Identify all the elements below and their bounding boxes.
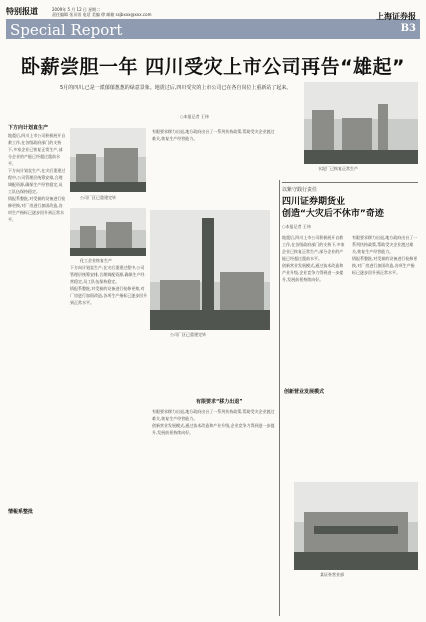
photo-caption-center-top: 公司厂区已重建完毕 [80, 195, 116, 200]
section-tag: 特别报道 [6, 7, 38, 16]
side-paragraph: 创新营业发展模式,通过技术改造和产业升级,企业竞争力得到进一步提升,发展前景持续向好。 [282, 263, 344, 282]
main-headline: 卧薪尝胆一年 四川受灾上市公司再告“雄起” [20, 56, 406, 78]
section-banner-title: Special Report [10, 21, 123, 39]
issue-date: 2009年 5 月 12 日 星期二 [52, 7, 101, 12]
side-kicker: 以紫守践行责任 [282, 187, 318, 193]
text-column-2 [70, 264, 148, 616]
issue-editors: 责任编辑 张贝男 电话 美编 徐 邮箱 ssjbxxx@xxx.com [52, 12, 152, 17]
side-byline: ○本报记者 王炜 [282, 224, 311, 229]
photo-top-right [304, 82, 418, 164]
body-paragraph: 下方向计划直生产,在灾后重建过程中,公司管理层统筹安排,合理调配资源,确保生产经营稳定,员工队伍保持稳定。 [8, 168, 66, 194]
side-paragraph: 情报系整批,对受损的设备进行检修更换,对厂房进行加固改造,各项生产指标已逐步回升到正常水平。 [352, 256, 418, 275]
subhead-4: 创新营业发展模式 [284, 389, 325, 395]
page-header [6, 4, 420, 44]
photo-center-left [70, 208, 146, 256]
photo-caption-top-right: 水泥厂已恢复正常生产 [318, 166, 358, 171]
text-column-4 [152, 408, 278, 616]
text-column-1 [8, 132, 66, 616]
article-standfirst: 5月的四川,已是一派郁郁葱葱的绿意景象。地震过后,四川受灾的上市公司已在各自岗位上重新站了起来。 [60, 85, 292, 91]
side-paragraph: 地震后,四川上市公司积极展开自救工作,在各级政府部门的支持下,多家企业已恢复正常生产,部分企业的产能已经超过震前水平。 [282, 235, 345, 261]
side-column-1 [282, 234, 346, 478]
body-paragraph: 有限要求移力出退,地方政府出台了一系列扶持政策,帮助受灾企业渡过难关,恢复生产经营能力。 [152, 129, 275, 141]
side-paragraph: 有限要求移力出退,地方政府出台了一系列扶持政策,帮助受灾企业渡过难关,恢复生产经营能力。 [352, 235, 418, 254]
body-paragraph: 情报系整批,对受损的设备进行检修更换,对厂房进行加固改造,各项生产指标已逐步回升到正常水平。 [8, 196, 66, 222]
subhead-1: 下方向计划直生产 [8, 125, 49, 131]
photo-caption-chimney: 公司厂区已重建完毕 [170, 332, 206, 337]
column-rule [279, 180, 280, 616]
side-column-2 [352, 234, 418, 478]
side-headline-line-1: 四川证券期货业 [282, 197, 346, 207]
page-number: B3 [400, 23, 416, 34]
subhead-2: 情報系整批 [8, 509, 34, 515]
body-paragraph: 创新营业发展模式,通过技术改造和产业升级,企业竞争力得到进一步提升,发展前景持续向好。 [152, 423, 275, 435]
body-paragraph: 下方向计划直生产,在灾后重建过程中,公司管理层统筹安排,合理调配资源,确保生产经营稳定,员工队伍保持稳定。 [70, 265, 145, 284]
body-paragraph: 情报系整批,对受损的设备进行检修更换,对厂房进行加固改造,各项生产指标已逐步回升到正常水平。 [70, 286, 148, 305]
side-top-rule [282, 182, 418, 183]
photo-caption-bottom-right: 某证券营业部 [320, 572, 344, 577]
side-headline [282, 196, 412, 220]
side-headline-line-2: 创造“大灾后不休市”奇迹 [282, 209, 384, 219]
photo-chimney [150, 210, 270, 330]
issue-meta [52, 7, 151, 17]
text-column-3 [152, 128, 278, 208]
article-byline: ○本报记者 王炜 [180, 114, 209, 119]
photo-bottom-right [294, 482, 418, 570]
photo-center-top [70, 128, 146, 192]
body-paragraph: 有限要求移力出退,地方政府出台了一系列扶持政策,帮助受灾企业渡过难关,恢复生产经营能力。 [152, 409, 275, 421]
photo-caption-center-left: 化工企业恢复生产 [80, 258, 112, 263]
paper-name: 上海证券报 [376, 11, 416, 21]
body-paragraph: 地震后,四川上市公司积极展开自救工作,在各级政府部门的支持下,多家企业已恢复正常生产,部分企业的产能已经超过震前水平。 [8, 133, 66, 166]
subhead-3: 有限要求“移力出退” [196, 399, 243, 405]
